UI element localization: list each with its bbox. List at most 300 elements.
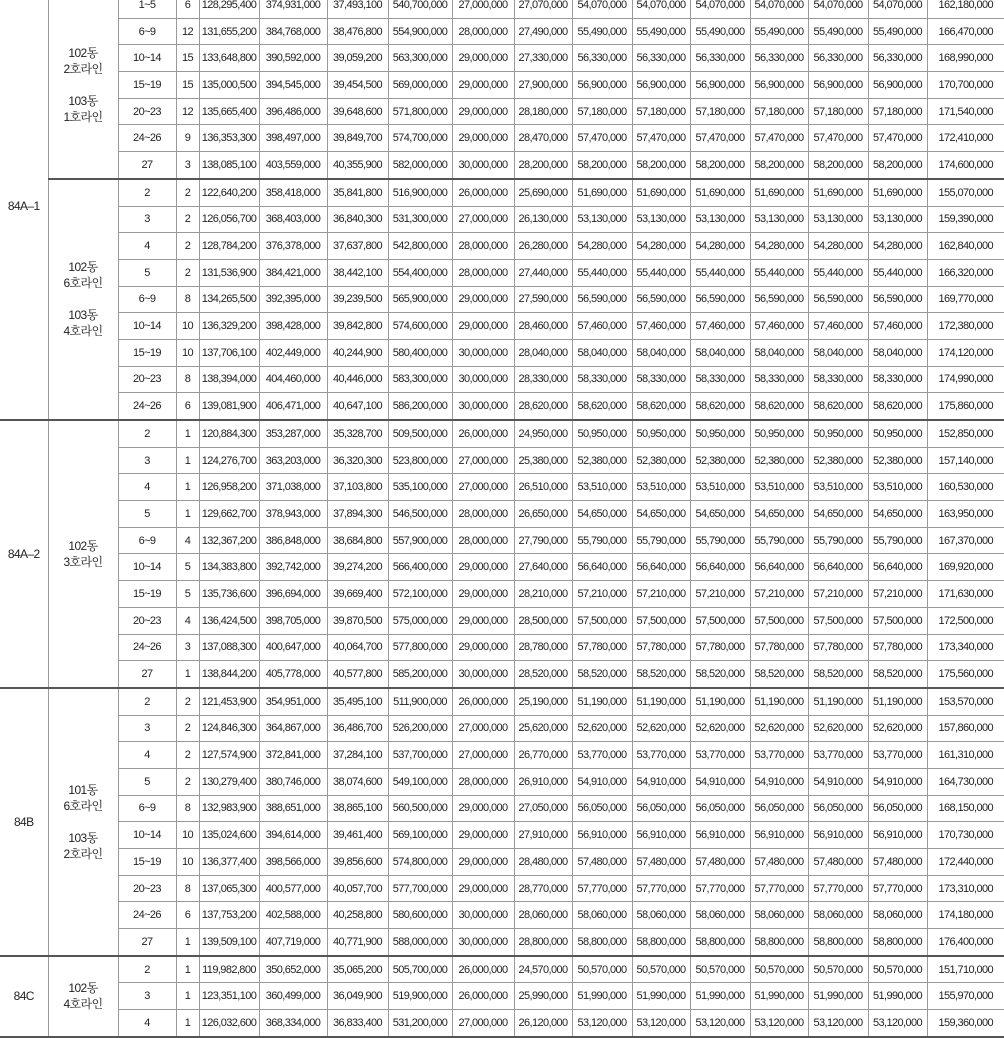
amount-cell: 56,900,000 bbox=[632, 72, 690, 99]
amount-cell: 40,577,800 bbox=[327, 661, 388, 688]
table-row bbox=[0, 929, 1004, 956]
count-cell: 3 bbox=[176, 634, 199, 661]
building-line-text: 102동 bbox=[68, 538, 98, 553]
building-line-text: 102동 bbox=[68, 45, 98, 60]
count-cell: 1 bbox=[176, 1010, 199, 1037]
amount-cell: 27,000,000 bbox=[452, 474, 514, 501]
amount-cell: 28,780,000 bbox=[514, 634, 572, 661]
amount-cell: 27,590,000 bbox=[514, 286, 572, 313]
amount-cell: 57,780,000 bbox=[750, 634, 808, 661]
count-cell: 10 bbox=[176, 849, 199, 876]
amount-cell: 25,620,000 bbox=[514, 715, 572, 742]
amount-cell: 39,274,200 bbox=[327, 554, 388, 581]
amount-cell: 123,351,100 bbox=[199, 983, 259, 1010]
count-cell: 6 bbox=[176, 393, 199, 420]
amount-cell: 28,470,000 bbox=[514, 125, 572, 152]
amount-cell: 127,574,900 bbox=[199, 742, 259, 769]
amount-cell: 57,460,000 bbox=[750, 313, 808, 340]
amount-cell: 56,590,000 bbox=[690, 286, 750, 313]
amount-cell: 58,620,000 bbox=[690, 393, 750, 420]
amount-cell: 54,650,000 bbox=[690, 501, 750, 528]
count-cell: 2 bbox=[176, 206, 199, 233]
amount-cell: 57,500,000 bbox=[690, 607, 750, 634]
amount-cell: 58,620,000 bbox=[632, 393, 690, 420]
amount-cell: 58,200,000 bbox=[750, 152, 808, 179]
floor-cell: 4 bbox=[118, 1010, 176, 1037]
amount-cell: 57,210,000 bbox=[750, 581, 808, 608]
amount-cell: 54,910,000 bbox=[690, 768, 750, 795]
count-cell: 10 bbox=[176, 313, 199, 340]
amount-cell: 51,190,000 bbox=[572, 688, 632, 715]
table-row bbox=[0, 259, 1004, 286]
count-cell: 3 bbox=[176, 152, 199, 179]
amount-cell: 56,900,000 bbox=[690, 72, 750, 99]
amount-cell: 57,460,000 bbox=[808, 313, 868, 340]
amount-cell: 57,470,000 bbox=[750, 125, 808, 152]
amount-cell: 58,800,000 bbox=[632, 929, 690, 956]
amount-cell: 511,900,000 bbox=[388, 688, 452, 715]
amount-cell: 57,210,000 bbox=[868, 581, 927, 608]
amount-cell: 136,329,200 bbox=[199, 313, 259, 340]
amount-cell: 56,050,000 bbox=[808, 795, 868, 822]
amount-cell: 38,684,800 bbox=[327, 527, 388, 554]
amount-cell: 57,770,000 bbox=[808, 875, 868, 902]
amount-cell: 58,200,000 bbox=[632, 152, 690, 179]
amount-cell: 402,588,000 bbox=[259, 902, 327, 929]
building-line-text: 102동 bbox=[68, 981, 98, 996]
amount-cell: 27,330,000 bbox=[514, 45, 572, 72]
amount-cell: 388,651,000 bbox=[259, 795, 327, 822]
count-cell: 8 bbox=[176, 366, 199, 393]
amount-cell: 174,180,000 bbox=[927, 902, 1004, 929]
amount-cell: 54,910,000 bbox=[750, 768, 808, 795]
amount-cell: 39,059,200 bbox=[327, 45, 388, 72]
amount-cell: 55,490,000 bbox=[808, 18, 868, 45]
floor-cell: 20~23 bbox=[118, 366, 176, 393]
amount-cell: 575,000,000 bbox=[388, 607, 452, 634]
table-row bbox=[0, 661, 1004, 688]
amount-cell: 50,570,000 bbox=[868, 956, 927, 983]
amount-cell: 58,200,000 bbox=[572, 152, 632, 179]
amount-cell: 58,040,000 bbox=[868, 339, 927, 366]
amount-cell: 360,499,000 bbox=[259, 983, 327, 1010]
amount-cell: 58,040,000 bbox=[808, 339, 868, 366]
amount-cell: 402,449,000 bbox=[259, 339, 327, 366]
amount-cell: 57,180,000 bbox=[572, 98, 632, 125]
amount-cell: 132,367,200 bbox=[199, 527, 259, 554]
amount-cell: 56,590,000 bbox=[750, 286, 808, 313]
amount-cell: 28,500,000 bbox=[514, 607, 572, 634]
amount-cell: 155,970,000 bbox=[927, 983, 1004, 1010]
amount-cell: 51,990,000 bbox=[572, 983, 632, 1010]
amount-cell: 50,950,000 bbox=[868, 420, 927, 447]
amount-cell: 54,070,000 bbox=[868, 0, 927, 18]
amount-cell: 50,950,000 bbox=[572, 420, 632, 447]
amount-cell: 57,470,000 bbox=[632, 125, 690, 152]
amount-cell: 53,510,000 bbox=[750, 474, 808, 501]
amount-cell: 364,867,000 bbox=[259, 715, 327, 742]
building-line-cell bbox=[48, 956, 118, 1037]
amount-cell: 55,790,000 bbox=[750, 527, 808, 554]
amount-cell: 57,180,000 bbox=[868, 98, 927, 125]
amount-cell: 39,239,500 bbox=[327, 286, 388, 313]
amount-cell: 39,454,500 bbox=[327, 72, 388, 99]
amount-cell: 170,730,000 bbox=[927, 822, 1004, 849]
amount-cell: 26,000,000 bbox=[452, 983, 514, 1010]
amount-cell: 57,480,000 bbox=[808, 849, 868, 876]
amount-cell: 132,983,900 bbox=[199, 795, 259, 822]
amount-cell: 27,070,000 bbox=[514, 0, 572, 18]
amount-cell: 56,330,000 bbox=[690, 45, 750, 72]
floor-cell: 20~23 bbox=[118, 607, 176, 634]
building-line-cell bbox=[48, 688, 118, 956]
amount-cell: 139,081,900 bbox=[199, 393, 259, 420]
amount-cell: 50,950,000 bbox=[690, 420, 750, 447]
amount-cell: 168,990,000 bbox=[927, 45, 1004, 72]
amount-cell: 56,640,000 bbox=[808, 554, 868, 581]
count-cell: 9 bbox=[176, 125, 199, 152]
amount-cell: 57,500,000 bbox=[808, 607, 868, 634]
amount-cell: 53,130,000 bbox=[572, 206, 632, 233]
amount-cell: 51,690,000 bbox=[808, 179, 868, 206]
floor-cell: 4 bbox=[118, 233, 176, 260]
amount-cell: 152,850,000 bbox=[927, 420, 1004, 447]
amount-cell: 54,910,000 bbox=[632, 768, 690, 795]
amount-cell: 138,394,000 bbox=[199, 366, 259, 393]
building-line-text: 6호라인 bbox=[63, 798, 103, 813]
amount-cell: 57,180,000 bbox=[690, 98, 750, 125]
amount-cell: 505,700,000 bbox=[388, 956, 452, 983]
amount-cell: 572,100,000 bbox=[388, 581, 452, 608]
amount-cell: 52,380,000 bbox=[750, 447, 808, 474]
amount-cell: 531,200,000 bbox=[388, 1010, 452, 1037]
amount-cell: 174,600,000 bbox=[927, 152, 1004, 179]
amount-cell: 51,190,000 bbox=[750, 688, 808, 715]
amount-cell: 57,770,000 bbox=[868, 875, 927, 902]
amount-cell: 396,486,000 bbox=[259, 98, 327, 125]
amount-cell: 135,736,600 bbox=[199, 581, 259, 608]
amount-cell: 58,040,000 bbox=[750, 339, 808, 366]
amount-cell: 55,440,000 bbox=[572, 259, 632, 286]
count-cell: 1 bbox=[176, 983, 199, 1010]
amount-cell: 403,559,000 bbox=[259, 152, 327, 179]
amount-cell: 29,000,000 bbox=[452, 581, 514, 608]
amount-cell: 56,330,000 bbox=[868, 45, 927, 72]
amount-cell: 54,280,000 bbox=[808, 233, 868, 260]
amount-cell: 56,330,000 bbox=[750, 45, 808, 72]
amount-cell: 174,990,000 bbox=[927, 366, 1004, 393]
amount-cell: 363,203,000 bbox=[259, 447, 327, 474]
amount-cell: 57,470,000 bbox=[808, 125, 868, 152]
amount-cell: 40,771,900 bbox=[327, 929, 388, 956]
amount-cell: 56,910,000 bbox=[632, 822, 690, 849]
amount-cell: 51,990,000 bbox=[690, 983, 750, 1010]
amount-cell: 53,770,000 bbox=[808, 742, 868, 769]
table-row bbox=[0, 715, 1004, 742]
building-line-text bbox=[49, 814, 118, 830]
floor-cell: 20~23 bbox=[118, 98, 176, 125]
amount-cell: 57,210,000 bbox=[632, 581, 690, 608]
amount-cell: 54,650,000 bbox=[632, 501, 690, 528]
table-row bbox=[0, 902, 1004, 929]
amount-cell: 136,353,300 bbox=[199, 125, 259, 152]
building-line-text: 1호라인 bbox=[63, 109, 103, 124]
amount-cell: 56,590,000 bbox=[868, 286, 927, 313]
amount-cell: 58,060,000 bbox=[690, 902, 750, 929]
amount-cell: 51,990,000 bbox=[808, 983, 868, 1010]
count-cell: 1 bbox=[176, 420, 199, 447]
amount-cell: 58,040,000 bbox=[632, 339, 690, 366]
amount-cell: 55,490,000 bbox=[572, 18, 632, 45]
amount-cell: 28,620,000 bbox=[514, 393, 572, 420]
amount-cell: 394,614,000 bbox=[259, 822, 327, 849]
amount-cell: 54,910,000 bbox=[808, 768, 868, 795]
amount-cell: 28,000,000 bbox=[452, 233, 514, 260]
amount-cell: 28,200,000 bbox=[514, 152, 572, 179]
amount-cell: 173,310,000 bbox=[927, 875, 1004, 902]
amount-cell: 30,000,000 bbox=[452, 366, 514, 393]
amount-cell: 580,400,000 bbox=[388, 339, 452, 366]
amount-cell: 130,279,400 bbox=[199, 768, 259, 795]
amount-cell: 54,650,000 bbox=[750, 501, 808, 528]
count-cell: 8 bbox=[176, 795, 199, 822]
amount-cell: 163,950,000 bbox=[927, 501, 1004, 528]
amount-cell: 54,650,000 bbox=[572, 501, 632, 528]
amount-cell: 128,295,400 bbox=[199, 0, 259, 18]
amount-cell: 537,700,000 bbox=[388, 742, 452, 769]
amount-cell: 171,540,000 bbox=[927, 98, 1004, 125]
amount-cell: 28,520,000 bbox=[514, 661, 572, 688]
amount-cell: 57,480,000 bbox=[690, 849, 750, 876]
amount-cell: 138,844,200 bbox=[199, 661, 259, 688]
amount-cell: 53,130,000 bbox=[868, 206, 927, 233]
amount-cell: 40,057,700 bbox=[327, 875, 388, 902]
amount-cell: 53,120,000 bbox=[632, 1010, 690, 1037]
amount-cell: 136,377,400 bbox=[199, 849, 259, 876]
amount-cell: 166,320,000 bbox=[927, 259, 1004, 286]
table-row bbox=[0, 501, 1004, 528]
building-line-cell bbox=[48, 420, 118, 688]
amount-cell: 52,620,000 bbox=[750, 715, 808, 742]
amount-cell: 30,000,000 bbox=[452, 393, 514, 420]
amount-cell: 164,730,000 bbox=[927, 768, 1004, 795]
amount-cell: 137,088,300 bbox=[199, 634, 259, 661]
amount-cell: 566,400,000 bbox=[388, 554, 452, 581]
amount-cell: 396,694,000 bbox=[259, 581, 327, 608]
amount-cell: 138,085,100 bbox=[199, 152, 259, 179]
floor-cell: 10~14 bbox=[118, 313, 176, 340]
amount-cell: 58,060,000 bbox=[868, 902, 927, 929]
unit-type-cell: 84A–1 bbox=[0, 0, 48, 420]
amount-cell: 57,180,000 bbox=[808, 98, 868, 125]
amount-cell: 39,669,400 bbox=[327, 581, 388, 608]
floor-cell: 3 bbox=[118, 206, 176, 233]
amount-cell: 134,265,500 bbox=[199, 286, 259, 313]
amount-cell: 574,800,000 bbox=[388, 849, 452, 876]
table-row bbox=[0, 607, 1004, 634]
amount-cell: 53,130,000 bbox=[808, 206, 868, 233]
floor-cell: 10~14 bbox=[118, 554, 176, 581]
amount-cell: 56,900,000 bbox=[868, 72, 927, 99]
count-cell: 10 bbox=[176, 822, 199, 849]
amount-cell: 52,620,000 bbox=[632, 715, 690, 742]
table-row bbox=[0, 768, 1004, 795]
building-line-text: 4호라인 bbox=[63, 324, 103, 339]
amount-cell: 58,800,000 bbox=[690, 929, 750, 956]
floor-cell: 4 bbox=[118, 742, 176, 769]
floor-cell: 1~5 bbox=[118, 0, 176, 18]
amount-cell: 30,000,000 bbox=[452, 152, 514, 179]
amount-cell: 57,770,000 bbox=[690, 875, 750, 902]
amount-cell: 384,421,000 bbox=[259, 259, 327, 286]
amount-cell: 37,493,100 bbox=[327, 0, 388, 18]
amount-cell: 27,900,000 bbox=[514, 72, 572, 99]
amount-cell: 58,520,000 bbox=[808, 661, 868, 688]
amount-cell: 54,070,000 bbox=[690, 0, 750, 18]
amount-cell: 39,849,700 bbox=[327, 125, 388, 152]
amount-cell: 531,300,000 bbox=[388, 206, 452, 233]
amount-cell: 126,958,200 bbox=[199, 474, 259, 501]
amount-cell: 26,000,000 bbox=[452, 956, 514, 983]
amount-cell: 58,800,000 bbox=[572, 929, 632, 956]
amount-cell: 554,400,000 bbox=[388, 259, 452, 286]
amount-cell: 26,130,000 bbox=[514, 206, 572, 233]
amount-cell: 54,280,000 bbox=[690, 233, 750, 260]
amount-cell: 29,000,000 bbox=[452, 634, 514, 661]
amount-cell: 25,380,000 bbox=[514, 447, 572, 474]
amount-cell: 172,410,000 bbox=[927, 125, 1004, 152]
amount-cell: 51,190,000 bbox=[690, 688, 750, 715]
amount-cell: 56,330,000 bbox=[632, 45, 690, 72]
table-row bbox=[0, 179, 1004, 206]
floor-cell: 15~19 bbox=[118, 581, 176, 608]
amount-cell: 50,570,000 bbox=[572, 956, 632, 983]
amount-cell: 25,690,000 bbox=[514, 179, 572, 206]
amount-cell: 56,640,000 bbox=[632, 554, 690, 581]
amount-cell: 392,395,000 bbox=[259, 286, 327, 313]
amount-cell: 137,753,200 bbox=[199, 902, 259, 929]
amount-cell: 58,330,000 bbox=[750, 366, 808, 393]
amount-cell: 53,120,000 bbox=[808, 1010, 868, 1037]
amount-cell: 58,520,000 bbox=[690, 661, 750, 688]
amount-cell: 519,900,000 bbox=[388, 983, 452, 1010]
amount-cell: 58,040,000 bbox=[572, 339, 632, 366]
building-line-text: 4호라인 bbox=[63, 997, 103, 1012]
amount-cell: 58,330,000 bbox=[632, 366, 690, 393]
table-row bbox=[0, 420, 1004, 447]
floor-cell: 15~19 bbox=[118, 339, 176, 366]
amount-cell: 29,000,000 bbox=[452, 849, 514, 876]
amount-cell: 574,600,000 bbox=[388, 313, 452, 340]
amount-cell: 50,950,000 bbox=[632, 420, 690, 447]
amount-cell: 374,931,000 bbox=[259, 0, 327, 18]
amount-cell: 26,000,000 bbox=[452, 420, 514, 447]
amount-cell: 139,509,100 bbox=[199, 929, 259, 956]
amount-cell: 27,000,000 bbox=[452, 0, 514, 18]
amount-cell: 53,510,000 bbox=[868, 474, 927, 501]
amount-cell: 546,500,000 bbox=[388, 501, 452, 528]
table-row bbox=[0, 742, 1004, 769]
table-row bbox=[0, 983, 1004, 1010]
amount-cell: 57,460,000 bbox=[572, 313, 632, 340]
amount-cell: 40,064,700 bbox=[327, 634, 388, 661]
unit-type-cell: 84A–2 bbox=[0, 420, 48, 688]
amount-cell: 58,200,000 bbox=[868, 152, 927, 179]
amount-cell: 122,640,200 bbox=[199, 179, 259, 206]
amount-cell: 56,050,000 bbox=[572, 795, 632, 822]
amount-cell: 406,471,000 bbox=[259, 393, 327, 420]
amount-cell: 27,050,000 bbox=[514, 795, 572, 822]
amount-cell: 53,130,000 bbox=[632, 206, 690, 233]
amount-cell: 58,800,000 bbox=[868, 929, 927, 956]
amount-cell: 51,190,000 bbox=[868, 688, 927, 715]
count-cell: 2 bbox=[176, 715, 199, 742]
amount-cell: 53,770,000 bbox=[690, 742, 750, 769]
amount-cell: 176,400,000 bbox=[927, 929, 1004, 956]
amount-cell: 57,460,000 bbox=[690, 313, 750, 340]
amount-cell: 55,440,000 bbox=[632, 259, 690, 286]
amount-cell: 523,800,000 bbox=[388, 447, 452, 474]
amount-cell: 554,900,000 bbox=[388, 18, 452, 45]
amount-cell: 40,355,900 bbox=[327, 152, 388, 179]
amount-cell: 167,370,000 bbox=[927, 527, 1004, 554]
amount-cell: 27,790,000 bbox=[514, 527, 572, 554]
amount-cell: 588,000,000 bbox=[388, 929, 452, 956]
count-cell: 12 bbox=[176, 98, 199, 125]
amount-cell: 26,000,000 bbox=[452, 179, 514, 206]
amount-cell: 58,620,000 bbox=[808, 393, 868, 420]
amount-cell: 398,705,000 bbox=[259, 607, 327, 634]
amount-cell: 58,200,000 bbox=[690, 152, 750, 179]
amount-cell: 131,655,200 bbox=[199, 18, 259, 45]
table-row bbox=[0, 0, 1004, 18]
amount-cell: 25,990,000 bbox=[514, 983, 572, 1010]
building-line-text: 6호라인 bbox=[63, 276, 103, 291]
building-line-text: 103동 bbox=[68, 830, 98, 845]
amount-cell: 55,790,000 bbox=[868, 527, 927, 554]
count-cell: 1 bbox=[176, 447, 199, 474]
amount-cell: 56,640,000 bbox=[690, 554, 750, 581]
amount-cell: 58,060,000 bbox=[572, 902, 632, 929]
floor-cell: 4 bbox=[118, 474, 176, 501]
amount-cell: 166,470,000 bbox=[927, 18, 1004, 45]
amount-cell: 56,050,000 bbox=[750, 795, 808, 822]
amount-cell: 55,440,000 bbox=[750, 259, 808, 286]
amount-cell: 35,065,200 bbox=[327, 956, 388, 983]
floor-cell: 6~9 bbox=[118, 527, 176, 554]
amount-cell: 50,950,000 bbox=[808, 420, 868, 447]
amount-cell: 58,060,000 bbox=[750, 902, 808, 929]
table-row bbox=[0, 527, 1004, 554]
amount-cell: 54,070,000 bbox=[572, 0, 632, 18]
amount-cell: 58,330,000 bbox=[572, 366, 632, 393]
table-row bbox=[0, 474, 1004, 501]
amount-cell: 135,665,400 bbox=[199, 98, 259, 125]
amount-cell: 51,990,000 bbox=[632, 983, 690, 1010]
count-cell: 15 bbox=[176, 45, 199, 72]
amount-cell: 56,330,000 bbox=[572, 45, 632, 72]
amount-cell: 52,380,000 bbox=[572, 447, 632, 474]
count-cell: 5 bbox=[176, 554, 199, 581]
amount-cell: 53,120,000 bbox=[750, 1010, 808, 1037]
amount-cell: 371,038,000 bbox=[259, 474, 327, 501]
amount-cell: 586,200,000 bbox=[388, 393, 452, 420]
amount-cell: 28,210,000 bbox=[514, 581, 572, 608]
floor-cell: 6~9 bbox=[118, 18, 176, 45]
amount-cell: 54,070,000 bbox=[808, 0, 868, 18]
amount-cell: 27,000,000 bbox=[452, 206, 514, 233]
amount-cell: 56,640,000 bbox=[572, 554, 632, 581]
